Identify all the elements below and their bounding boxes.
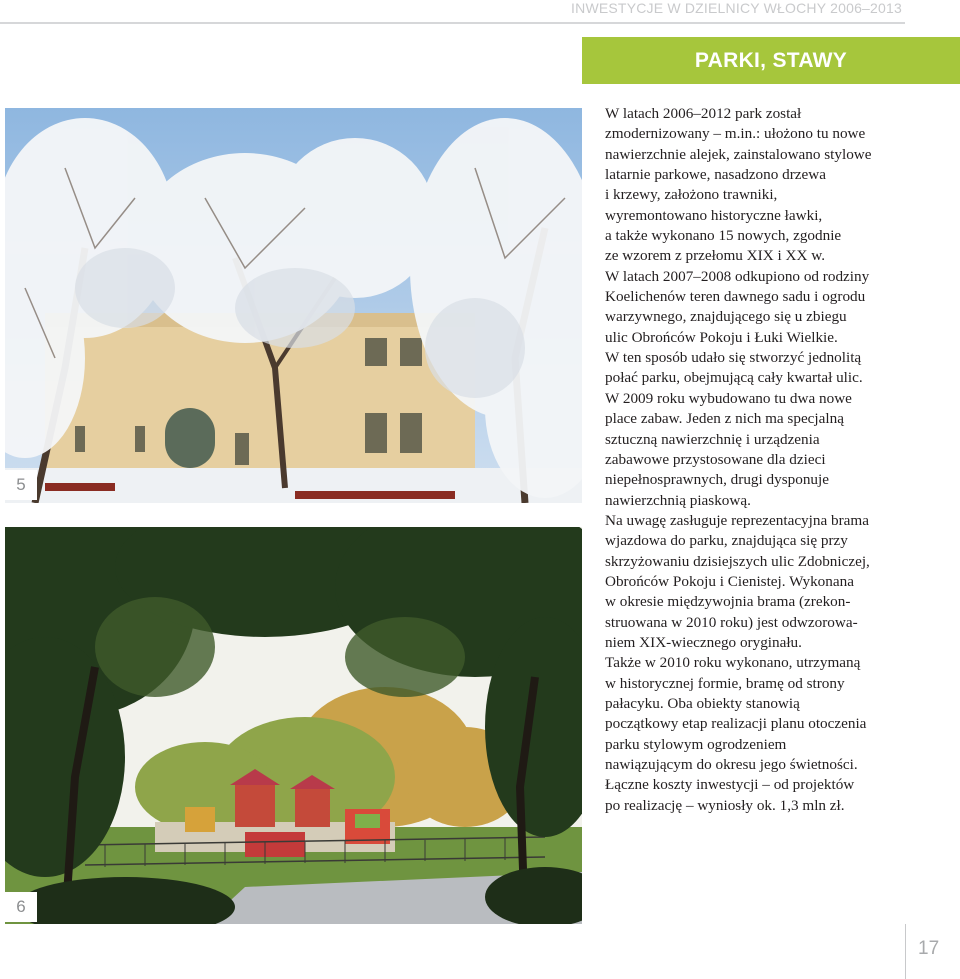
body-line: W ten sposób udało się stworzyć jednolitą: [605, 349, 862, 367]
body-line: place zabaw. Jeden z nich ma specjalną: [605, 410, 844, 428]
body-line: w okresie międzywojnia brama (zrekon-: [605, 593, 851, 611]
photo-number-2: 6: [5, 892, 37, 922]
header-divider: [0, 22, 905, 24]
body-line: skrzyżowaniu dzisiejszych ulic Zdobniczej,: [605, 552, 870, 570]
photo-number-1: 5: [5, 470, 37, 500]
body-line: ze wzorem z przełomu XIX i XX w.: [605, 247, 825, 265]
body-line: niepełnosprawnych, drugi dysponuje: [605, 471, 829, 489]
body-line: sztuczną nawierzchnię i urządzenia: [605, 430, 820, 448]
body-line: W 2009 roku wybudowano tu dwa nowe: [605, 389, 852, 407]
body-line: zmodernizowany – m.in.: ułożono tu nowe: [605, 125, 866, 143]
body-line: latarnie parkowe, nasadzono drzewa: [605, 166, 826, 184]
body-line: Także w 2010 roku wykonano, utrzymaną: [605, 654, 861, 672]
section-banner: [582, 37, 960, 84]
body-line: wyremontowano historyczne ławki,: [605, 206, 823, 224]
body-line: początkowy etap realizacji planu otoczenia: [605, 715, 867, 733]
body-line: pałacyku. Oba obiekty stanowią: [605, 694, 800, 712]
body-line: i krzewy, założono trawniki,: [605, 186, 778, 204]
body-line: połać parku, obejmującą cały kwartał ulic.: [605, 369, 863, 387]
body-line: Na uwagę zasługuje reprezentacyjna brama: [605, 511, 869, 529]
body-line: wjazdowa do parku, znajdująca się przy: [605, 532, 848, 550]
body-line: ulic Obrońców Pokoju i Łuki Wielkie.: [605, 328, 838, 346]
body-line: Obrońców Pokoju i Cienistej. Wykonana: [605, 572, 854, 590]
body-line: Koelichenów teren dawnego sadu i ogrodu: [605, 288, 866, 306]
body-line: nawiązującym do okresu jego świetności.: [605, 756, 858, 773]
body-line: nawierzchnie alejek, zainstalowano stylowe: [605, 145, 872, 163]
body-line: nawierzchnią piaskową.: [605, 491, 751, 509]
running-header-title: INWESTYCJE W DZIELNICY WŁOCHY 2006–2013: [571, 0, 902, 16]
body-line: struowana w 2010 roku) jest odwzorowa-: [605, 613, 858, 631]
body-line: po realizację – wyniosły ok. 1,3 mln zł.: [605, 796, 845, 814]
body-line: W latach 2006–2012 park został: [605, 105, 802, 122]
body-line: a także wykonano 15 nowych, zgodnie: [605, 227, 842, 245]
section-title: PARKI, STAWY: [694, 48, 848, 72]
body-line: warzywnego, znajdującego się u zbiegu: [605, 308, 847, 326]
page-number: 17: [918, 938, 940, 959]
body-line: W latach 2007–2008 odkupiono od rodziny: [605, 267, 870, 285]
article-body: [605, 104, 905, 816]
photo-winter-park: [5, 108, 582, 503]
photo-playground: [5, 527, 582, 924]
body-line: niem XIX-wiecznego oryginału.: [605, 633, 802, 651]
body-line: zabawowe przystosowane dla dzieci: [605, 450, 826, 468]
body-line: parku stylowym ogrodzeniem: [605, 735, 787, 753]
footer-divider: [905, 924, 906, 979]
body-line: Łączne koszty inwestycji – od projektów: [605, 776, 855, 794]
body-line: w historycznej formie, bramę od strony: [605, 674, 845, 692]
